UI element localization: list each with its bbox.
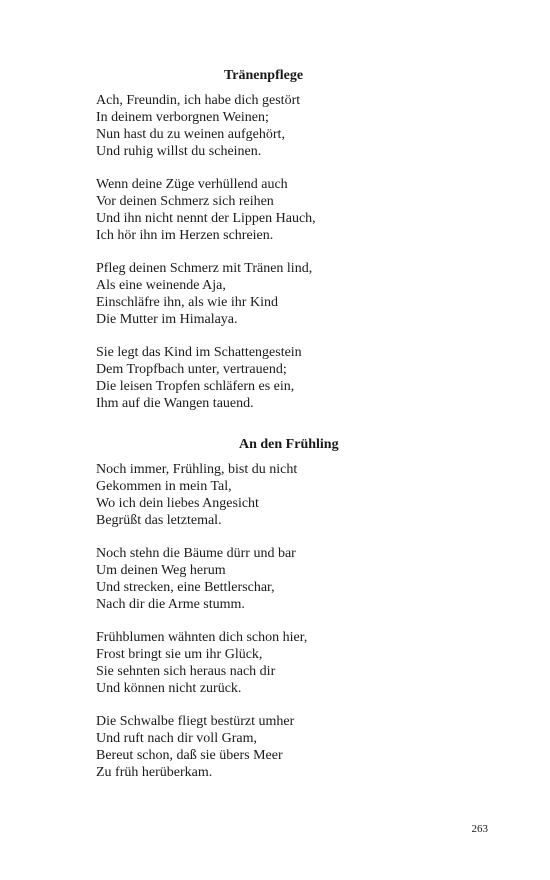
verse-line: Und können nicht zurück. [96,681,242,696]
stanza [96,176,356,244]
stanza [96,260,356,328]
verse-line: Sie legt das Kind im Schattengestein [96,345,302,360]
poem-title: Tränenpflege [224,68,304,83]
stanza [96,629,356,697]
verse-line: Ihm auf die Wangen tauend. [96,396,254,411]
verse-line: Noch stehn die Bäume dürr und bar [96,546,296,561]
verse-line: Zu früh herüberkam. [96,765,213,780]
verse-line: Und ruhig willst du scheinen. [96,144,262,159]
verse-line: Einschläfre ihn, als wie ihr Kind [96,295,278,310]
verse-line: Ich hör ihn im Herzen schreien. [96,228,274,243]
verse-line: Dem Tropfbach unter, vertrauend; [96,362,287,377]
stanza [96,344,356,412]
verse-line: Gekommen in mein Tal, [96,479,232,494]
verse-line: Die leisen Tropfen schläfern es ein, [96,379,295,394]
verse-line: Noch immer, Frühling, bist du nicht [96,462,298,477]
verse-line: Und strecken, eine Bettlerschar, [96,580,275,595]
verse-line: Wenn deine Züge verhüllend auch [96,177,288,192]
verse-line: Sie sehnten sich heraus nach dir [96,664,276,679]
stanza [96,545,356,613]
stanza [96,461,356,529]
verse-line: Nun hast du zu weinen aufgehört, [96,127,285,142]
verse-line: Nach dir die Arme stumm. [96,597,245,612]
verse-line: Frühblumen wähnten dich schon hier, [96,630,308,645]
verse-line: Die Mutter im Himalaya. [96,312,238,327]
verse-line: Begrüßt das letztemal. [96,513,222,528]
verse-line: Vor deinen Schmerz sich reihen [96,194,274,209]
poem-an-den-fruehling [96,436,356,781]
verse-line: Und ruft nach dir voll Gram, [96,731,257,746]
verse-line: Bereut schon, daß sie übers Meer [96,748,283,763]
verse-line: Wo ich dein liebes Angesicht [96,496,259,511]
verse-line: Um deinen Weg herum [96,563,226,578]
poem-traenenpflege [96,67,356,412]
verse-line: Als eine weinende Aja, [96,278,226,293]
verse-line: In deinem verborgnen Weinen; [96,110,269,125]
page-number: 263 [471,823,488,835]
verse-line: Pfleg deinen Schmerz mit Tränen lind, [96,261,313,276]
verse-line: Und ihn nicht nennt der Lippen Hauch, [96,211,316,226]
stanza [96,92,356,160]
poem-title: An den Frühling [239,437,339,452]
verse-line: Frost bringt sie um ihr Glück, [96,647,263,662]
verse-line: Ach, Freundin, ich habe dich gestört [96,93,301,108]
stanza [96,713,356,781]
verse-line: Die Schwalbe fliegt bestürzt umher [96,714,295,729]
